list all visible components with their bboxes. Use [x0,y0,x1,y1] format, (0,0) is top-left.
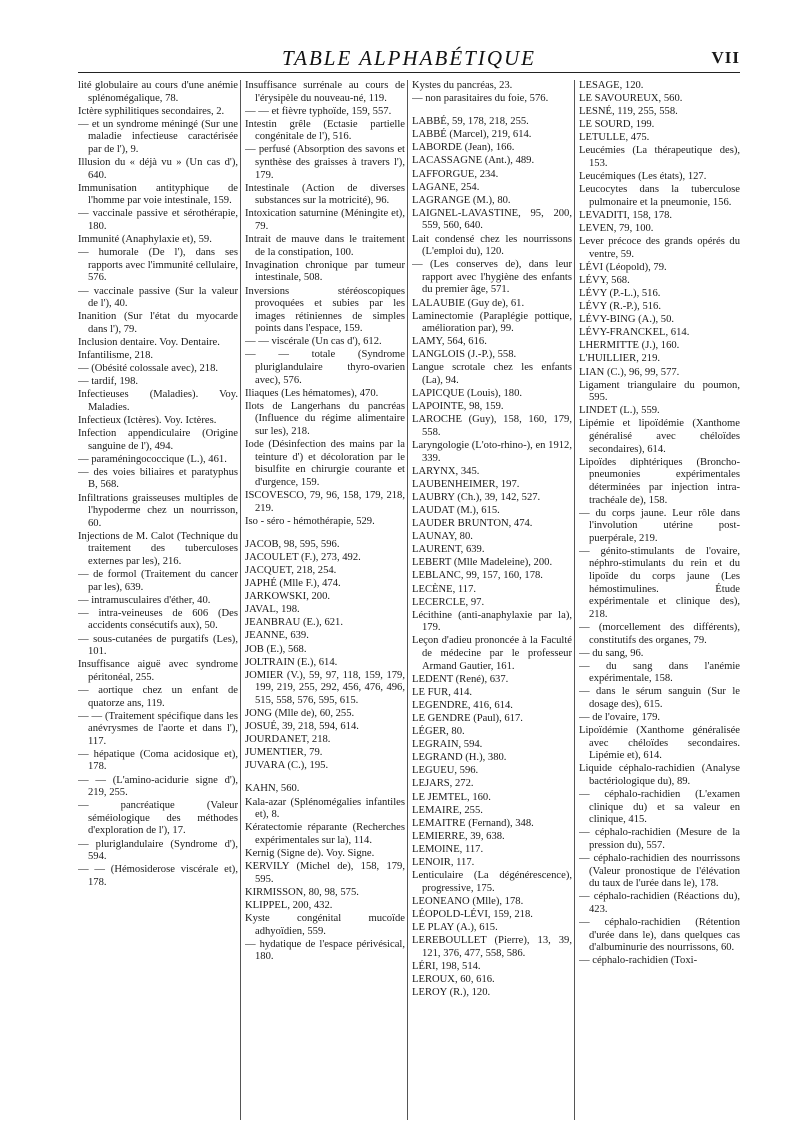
column-divider [407,80,408,1120]
index-entry: — céphalo-rachidien (Réactions du), 423. [579,891,740,915]
index-entry: — céphalo-rachidien des nourrissons (Valeur pronostique de l'élévation du taux de l'urée dans le), 178. [579,853,740,890]
index-column-2 [245,80,405,1120]
index-entry: JOLTRAIN (E.), 614. [245,656,338,668]
index-entry: LÉVY (P.-L.), 516. [579,288,661,299]
index-entry: Infantilisme, 218. [78,349,154,361]
index-entry: KLIPPEL, 200, 432. [245,899,333,911]
index-entry: Ligament triangulaire du poumon, 595. [579,379,740,404]
index-column-1 [78,80,238,1120]
index-entry: LAIGNEL-LAVASTINE, 95, 200, 559, 560, 640. [412,207,572,232]
index-entry: LEGENDRE, 416, 614. [412,699,513,711]
index-entry: JAVAL, 198. [245,604,300,616]
index-entry: — tardif, 198. [78,376,139,388]
index-entry: LEROY (R.), 120. [412,986,491,998]
index-entry: LÉOPOLD-LÉVI, 159, 218. [412,908,533,920]
index-entry: — génito-stimulants de l'ovaire, néphro-stimulants du rein et du lipoïde du corps jaune (Les hémostimulines. Étude expérimentale et clinique des), 218. [579,545,740,620]
index-entry: Insuffisance aiguë avec syndrome péritonéal, 255. [78,659,238,683]
index-entry: — (morcellement des différents), constitutifs des organes, 79. [579,621,740,646]
index-entry: Intoxication saturnine (Méningite et), 79. [245,208,405,233]
index-entry: — hépatique (Coma acidosique et), 178. [78,748,238,773]
index-entry: lité globulaire au cours d'une anémie splénomégalique, 78. [78,80,238,104]
index-entry: Infectieux (Ictères). Voy. Ictères. [78,414,217,426]
index-entry: LABBÉ, 59, 178, 218, 255. [412,116,529,128]
index-entry: — — totale (Syndrome pluriglandulaire thyro-ovarien avec), 576. [245,349,405,386]
index-entry: LEDENT (René), 637. [412,673,509,685]
index-entry: Kernig (Signe de). Voy. Signe. [245,847,375,859]
index-entry: LÉRI, 198, 514. [412,960,481,972]
index-entry: LAPOINTE, 98, 159. [412,401,504,413]
index-entry: — du sang, 96. [579,647,644,659]
index-entry: — perfusé (Absorption des savons et synthèse des graisses à travers l'), 179. [245,144,405,181]
index-entry: JUVARA (C.), 195. [245,760,329,772]
index-entry: LÉVY, 568. [579,274,630,286]
index-entry: LEVADITI, 158, 178. [579,209,673,221]
index-entry: LAUDAT (M.), 615. [412,505,500,516]
index-entry: KIRMISSON, 80, 98, 575. [245,886,359,898]
index-entry: LEMOINE, 117. [412,843,484,855]
index-entry: Lécithine (anti-anaphylaxie par la), 179. [412,609,572,634]
index-entry: Kératectomie réparante (Recherches expérimentales sur la), 114. [245,822,405,846]
index-entry: LEMAIRE, 255. [412,804,483,816]
index-entry: Inanition (Sur l'état du myocarde dans l'), 79. [78,311,238,335]
index-entry: ISCOVESCO, 79, 96, 158, 179, 218, 219. [245,490,405,514]
index-entry: L'HUILLIER, 219. [579,353,661,365]
index-entry: LÉVY (R.-P.), 516. [579,301,661,313]
index-entry: LE FUR, 414. [412,686,473,698]
index-entry: — — et fièvre typhoïde, 159, 557. [245,105,392,117]
index-entry: — céphalo-rachidien (L'examen clinique du) et sa valeur en clinique, 415. [579,789,740,826]
index-entry: LÉVY-FRANCKEL, 614. [579,327,690,339]
index-entry: KERVILY (Michel de), 158, 179, 595. [245,861,405,885]
index-entry: — vaccinale passive et sérothérapie, 180. [78,208,238,233]
index-entry: LESNÉ, 119, 255, 558. [579,106,678,118]
index-entry: JAPHÉ (Mlle F.), 474. [245,578,341,590]
index-entry: Lipoïdémie (Xanthome généralisée avec chéloïdes secondaires. Lipémie et), 614. [579,725,740,762]
index-entry: JACOB, 98, 595, 596. [245,538,340,550]
index-entry: — (Les conserves de), dans leur rapport avec l'hygiène des enfants du premier âge, 571. [412,259,572,296]
index-entry: LAUDER BRUNTON, 474. [412,518,533,530]
index-entry: LAMY, 564, 616. [412,336,487,348]
index-entry: Invagination chronique par tumeur intestinale, 508. [245,259,405,284]
index-entry: JOMIER (V.), 59, 97, 118, 159, 179, 199, 219, 255, 292, 456, 476, 496, 515, 558, 576, 595, 615. [245,669,405,706]
index-entry: LE JEMTEL, 160. [412,791,491,803]
index-entry: Immunité (Anaphylaxie et), 59. [78,234,212,246]
index-entry: LEGUEU, 596. [412,765,479,777]
index-entry: LALAUBIE (Guy de), 61. [412,297,525,309]
index-entry: — de formol (Traitement du cancer par les), 639. [78,569,238,593]
index-entry: LENOIR, 117. [412,857,475,869]
index-entry: Lenticulaire (La dégénérescence), progressive, 175. [412,870,572,894]
index-entry: LAUBENHEIMER, 197. [412,478,520,490]
column-divider [574,80,575,1120]
index-entry: JARKOWSKI, 200. [245,591,331,603]
index-entry: LEVEN, 79, 100. [579,223,654,235]
index-entry: LEGRAND (H.), 380. [412,752,507,764]
index-entry: — céphalo-rachidien (Toxi- [579,955,698,967]
index-entry: Ilots de Langerhans du pancréas (Influence du régime alimentaire sur les), 218. [245,400,405,438]
index-entry: LACASSAGNE (Ant.), 489. [412,155,535,167]
index-entry: LAUBRY (Ch.), 39, 142, 527. [412,491,541,503]
index-entry: — vaccinale passive (Sur la valeur de l'), 40. [78,285,238,310]
index-entry: Infectieuses (Maladies). Voy. Maladies. [78,389,238,413]
index-entry: LÉVY-BING (A.), 50. [579,314,675,326]
section-gap [245,773,405,783]
index-entry: LEBERT (Mlle Madeleine), 200. [412,557,553,569]
section-gap [245,529,405,539]
index-entry: Iliaques (Les hématomes), 470. [245,387,379,399]
index-entry: JUMENTIER, 79. [245,747,323,759]
index-entry: LIAN (C.), 96, 99, 577. [579,366,680,378]
index-entry: — pluriglandulaire (Syndrome d'), 594. [78,838,238,863]
index-entry: Leucémies (La thérapeutique des), 153. [579,145,740,170]
index-entry: Insuffisance surrénale au cours de l'érysipèle du nouveau-né, 119. [245,80,405,104]
index-entry: LAURENT, 639. [412,544,485,556]
index-entry: LARYNX, 345. [412,465,480,477]
index-entry: Injections de M. Calot (Technique du traitement des tuberculoses externes par les), 216. [78,530,238,567]
index-entry: JEANBRAU (E.), 621. [245,617,343,629]
index-entry: — dans le sérum sanguin (Sur le dosage des), 615. [579,686,740,710]
index-entry: Inclusion dentaire. Voy. Dentaire. [78,336,220,348]
index-entry: Infiltrations graisseuses multiples de l'hypoderme chez un nourrisson, 60. [78,492,238,529]
index-entry: — (Obésité colossale avec), 218. [78,363,219,375]
index-entry: Iode (Désinfection des mains par la teinture d') et décoloration par le bisulfite en chirurgie courante et d'urgence, 159. [245,439,405,488]
index-entry: LEBLANC, 99, 157, 160, 178. [412,570,543,582]
index-entry: Lait condensé chez les nourrissons (L'emploi du), 120. [412,233,572,258]
index-entry: LAGANE, 254. [412,181,480,193]
index-entry: Leçon d'adieu prononcée à la Faculté de médecine par le professeur Armand Gautier, 161. [412,635,572,672]
index-entry: LEGRAIN, 594. [412,739,483,751]
index-entry: Illusion du « déjà vu » (Un cas d'), 640. [78,157,238,181]
index-entry: — de l'ovaire, 179. [579,712,661,724]
index-entry: Kyste congénital mucoïde adhyoïdien, 559. [245,912,405,937]
index-entry: — — (Traitement spécifique dans les anévrysmes de l'aorte et dans l'), 117. [78,710,238,747]
index-entry: Lipoïdes diphtériques (Broncho-pneumonies expérimentales déterminées par injection intra-trachéale de), 158. [579,456,740,506]
index-entry: — non parasitaires du foie, 576. [412,93,549,105]
index-entry: — céphalo-rachidien (Mesure de la pression du), 557. [579,827,740,852]
index-entry: — du corps jaune. Leur rôle dans l'involution utérine post-puerpérale, 219. [579,507,740,544]
index-entry: — — (L'amino-acidurie signe d'), 219, 255. [78,774,238,799]
index-entry: LAUNAY, 80. [412,531,473,543]
index-entry: — sous-cutanées de purgatifs (Les), 101. [78,633,238,658]
index-entry: — — viscérale (Un cas d'), 612. [245,336,382,348]
index-entry: Inversions stéréoscopiques provoquées et subies par les images rétiniennes de simples points dans l'espace, 159. [245,285,405,335]
index-entry: Kala-azar (Splénomégalies infantiles et), 8. [245,796,405,821]
index-entry: — — (Hémosiderose viscérale et), 178. [78,864,238,888]
index-entry: Iso - séro - hémothérapie, 529. [245,515,375,527]
index-entry: Intestinale (Action de diverses substances sur la motricité), 96. [245,182,405,207]
index-column-3 [412,80,572,1120]
column-divider [240,80,241,1120]
index-column-4 [579,80,740,1120]
index-entry: JOB (E.), 568. [245,643,307,655]
index-entry: LANGLOIS (J.-P.), 558. [412,349,517,361]
index-entry: — paraméningococcique (L.), 461. [78,453,227,465]
header-rule [78,72,740,73]
index-entry: LINDET (L.), 559. [579,405,660,417]
index-entry: Liquide céphalo-rachidien (Analyse bactériologique du), 89. [579,763,740,788]
index-entry: — pancréatique (Valeur séméiologique des méthodes d'exploration de l'), 17. [78,800,238,837]
index-entry: LAROCHE (Guy), 158, 160, 179, 558. [412,414,572,438]
index-entry: LABBÉ (Marcel), 219, 614. [412,129,532,141]
index-entry: KAHN, 560. [245,783,300,795]
index-entry: LABORDE (Jean), 166. [412,142,515,154]
index-entry: Intrait de mauve dans le traitement de la constipation, 100. [245,234,405,258]
index-entry: LAGRANGE (M.), 80. [412,194,511,206]
index-entry: Laminectomie (Paraplégie pottique, amélioration par), 99. [412,310,572,335]
index-entry: JACOULET (F.), 273, 492. [245,551,361,563]
index-entry: — humorale (De l'), dans ses rapports avec l'immunité cellulaire, 576. [78,247,238,284]
index-entry: LEMAITRE (Fernand), 348. [412,817,534,829]
index-entry: — céphalo-rachidien (Rétention d'urée dans le), dans quelques cas d'albuminurie des nourrissons, 60. [579,917,740,954]
page-number: VII [711,48,740,67]
index-entry: Lipémie et lipoïdémie (Xanthome généralisé avec chéloïdes secondaires), 614. [579,418,740,455]
index-entry: LE GENDRE (Paul), 617. [412,713,523,724]
index-entry: LEMIERRE, 39, 638. [412,830,505,842]
index-entry: Leucocytes dans la tuberculose pulmonaire et la pneumonie, 156. [579,184,740,208]
index-entry: LEROUX, 60, 616. [412,973,495,985]
index-entry: — du sang dans l'anémie expérimentale, 158. [579,660,740,685]
index-entry: LÉGER, 80. [412,726,465,738]
page-title: TABLE ALPHABÉTIQUE [282,46,536,70]
index-entry: LECÈNE, 117. [412,583,477,595]
index-entry: LE SAVOUREUX, 560. [579,93,683,105]
index-entry: Laryngologie (L'oto-rhino-), en 1912, 339. [412,440,572,464]
index-entry: LAPICQUE (Louis), 180. [412,388,523,400]
index-entry: JOURDANET, 218. [245,734,331,746]
index-entry: LE PLAY (A.), 615. [412,922,498,933]
index-entry: LAFFORGUE, 234. [412,168,499,180]
index-entry: — intramusculaires d'éther, 40. [78,594,211,606]
index-entry: Langue scrotale chez les enfants (La), 94. [412,362,572,387]
index-entry: Lever précoce des grands opérés du ventre, 59. [579,236,740,260]
index-entry: JEANNE, 639. [245,630,309,642]
index-entry: — hydatique de l'espace périvésical, 180. [245,938,405,963]
index-entry: LEJARS, 272. [412,778,474,790]
index-entry: — aortique chez un enfant de quatorze ans, 119. [78,684,238,709]
index-entry: LEREBOULLET (Pierre), 13, 39, 121, 376, 477, 558, 586. [412,935,572,959]
index-entry: Ictère syphilitiques secondaires, 2. [78,105,225,117]
index-entry: — intra-veineuses de 606 (Des accidents consécutifs aux), 50. [78,607,238,632]
index-entry: LÉVI (Léopold), 79. [579,261,667,273]
index-entry: Immunisation antityphique de l'homme par voie intestinale, 159. [78,182,238,207]
index-entry: Kystes du pancréas, 23. [412,80,513,91]
index-entry: — des voies biliaires et paratyphus B, 568. [78,466,238,491]
index-entry: LE SOURD, 199. [579,119,655,131]
section-gap [412,106,572,116]
index-entry: Intestin grêle (Ectasie partielle congénitale de l'), 516. [245,118,405,143]
index-entry: LETULLE, 475. [579,132,650,144]
index-entry: JONG (Mlle de), 60, 255. [245,708,355,719]
index-entry: LEONEANO (Mlle), 178. [412,895,524,907]
page-header [78,40,740,76]
index-entry: LHERMITTE (J.), 160. [579,340,680,352]
index-entry: — et un syndrome méningé (Sur une maladie infectieuse caractérisée par de l'), 9. [78,118,238,155]
index-entry: Infection appendiculaire (Origine sanguine de l'), 494. [78,428,238,452]
index-entry: LESAGE, 120. [579,80,644,91]
index-columns [78,80,740,1120]
index-entry: JOSUÉ, 39, 218, 594, 614. [245,721,359,733]
index-entry: JACQUET, 218, 254. [245,564,337,576]
index-entry: Leucémiques (Les états), 127. [579,171,707,183]
index-entry: LECERCLE, 97. [412,596,485,608]
